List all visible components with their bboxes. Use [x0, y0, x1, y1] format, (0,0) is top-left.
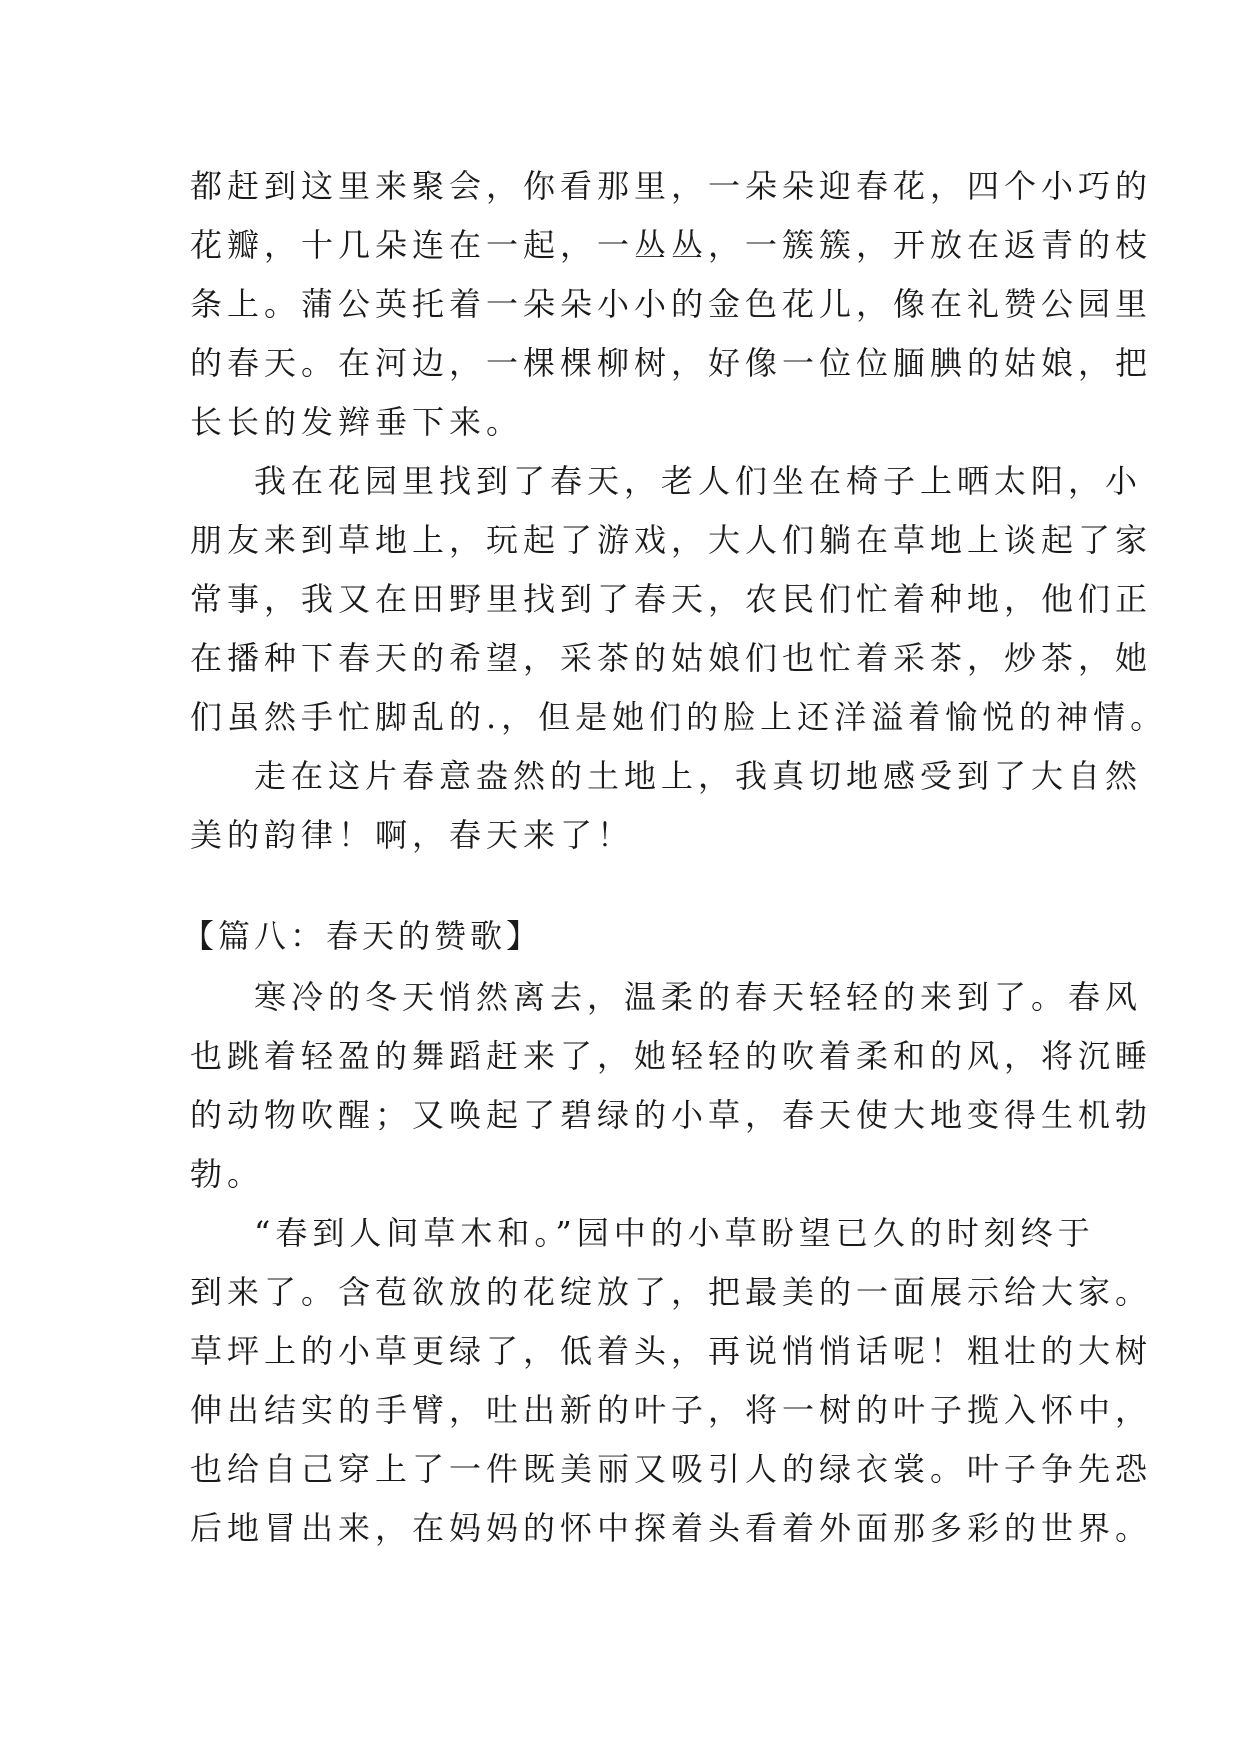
paragraph-line: 后地冒出来，在妈妈的怀中探着头看着外面那多彩的世界。 [190, 1509, 1153, 1547]
paragraph-line: 都赶到这里来聚会，你看那里，一朵朵迎春花，四个小巧的 [190, 167, 1153, 205]
paragraph-line: 勃。 [190, 1155, 265, 1193]
paragraph-line: 朋友来到草地上，玩起了游戏，大人们躺在草地上谈起了家 [190, 521, 1153, 559]
paragraph-line: 常事，我又在田野里找到了春天，农民们忙着种地，他们正 [190, 580, 1153, 618]
paragraph-line: 在播种下春天的希望，采茶的姑娘们也忙着采茶，炒茶，她 [190, 639, 1153, 677]
paragraph-line: 美的韵律！啊，春天来了！ [190, 816, 635, 854]
paragraph-line: 长长的发辫垂下来。 [190, 403, 524, 441]
paragraph-line: 花瓣，十几朵连在一起，一丛丛，一簇簇，开放在返青的枝 [190, 226, 1153, 264]
paragraph-line: 也给自己穿上了一件既美丽又吸引人的绿衣裳。叶子争先恐 [190, 1450, 1153, 1488]
paragraph-line: 到来了。含苞欲放的花绽放了，把最美的一面展示给大家。 [190, 1273, 1153, 1311]
paragraph-line: 们虽然手忙脚乱的.，但是她们的脸上还洋溢着愉悦的神情。 [190, 698, 1168, 736]
paragraph-line: 的春天。在河边，一棵棵柳树，好像一位位腼腆的姑娘，把 [190, 344, 1153, 382]
paragraph-line: 我在花园里找到了春天，老人们坐在椅子上晒太阳，小 [254, 462, 1143, 500]
paragraph-line: 也跳着轻盈的舞蹈赶来了，她轻轻的吹着柔和的风，将沉睡 [190, 1037, 1153, 1075]
paragraph-line: 条上。蒲公英托着一朵朵小小的金色花儿，像在礼赞公园里 [190, 285, 1153, 323]
paragraph-line: 的动物吹醒；又唤起了碧绿的小草，春天使大地变得生机勃 [190, 1096, 1153, 1134]
paragraph-line: “春到人间草木和。”园中的小草盼望已久的时刻终于 [254, 1214, 1095, 1252]
paragraph-line: 寒冷的冬天悄然离去，温柔的春天轻轻的来到了。春风 [254, 978, 1143, 1016]
paragraph-line: 草坪上的小草更绿了，低着头，再说悄悄话呢！粗壮的大树 [190, 1332, 1153, 1370]
paragraph-line: 走在这片春意盎然的土地上，我真切地感受到了大自然 [254, 757, 1143, 795]
section-heading: 【篇八：春天的赞歌】 [182, 917, 543, 955]
paragraph-line: 伸出结实的手臂，吐出新的叶子，将一树的叶子揽入怀中， [190, 1391, 1153, 1429]
